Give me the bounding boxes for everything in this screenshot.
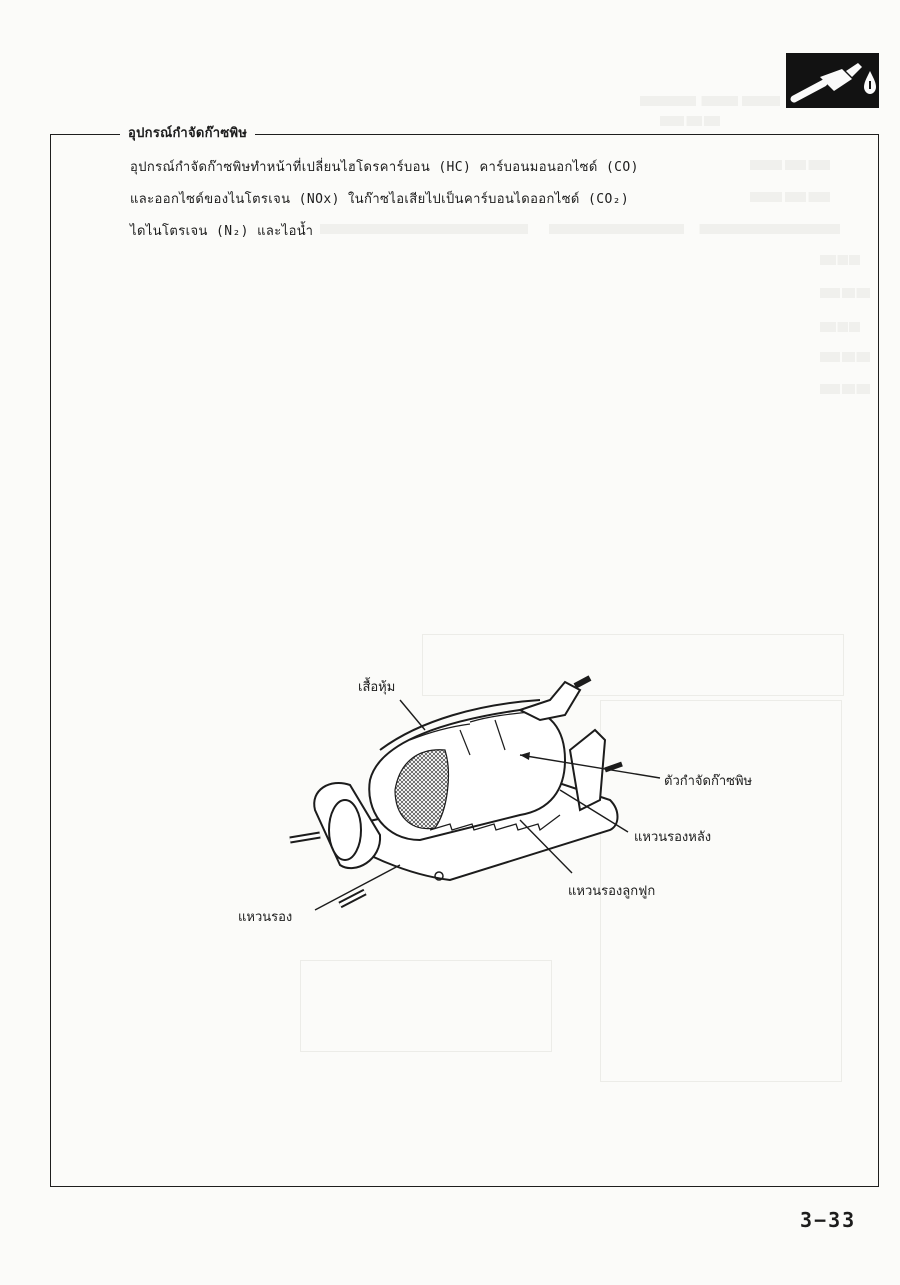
label-rear-seal: แหวนรองหลัง xyxy=(634,830,712,845)
leader-line xyxy=(400,700,425,730)
paragraph-line: อุปกรณ์กำจัดก๊าซพิษทำหน้าที่เปลี่ยนไฮโดรคาร์บอน (HC) คาร์บอนมอนอกไซด์ (CO) xyxy=(130,160,639,175)
paragraph-line: และออกไซด์ของไนโตรเจน (NOx) ในก๊าซไอเสียไปเป็นคาร์บอนไดออกไซด์ (CO₂) xyxy=(130,192,630,207)
label-catalyst: ตัวกำจัดก๊าซพิษ xyxy=(664,774,753,789)
bleed-through xyxy=(640,96,780,106)
section-title: อุปกรณ์กำจัดก๊าซพิษ xyxy=(120,122,255,143)
label-corrugated-seal: แหวนรองลูกฟูก xyxy=(568,884,656,899)
paragraph-line: ไดไนโตรเจน (N₂) และไอน้ำ xyxy=(130,224,314,239)
fuel-nozzle-icon xyxy=(786,53,879,108)
page-number: 3−33 xyxy=(800,1208,857,1232)
label-seal: แหวนรอง xyxy=(238,910,293,925)
bleed-through xyxy=(660,116,720,126)
description-paragraph xyxy=(130,152,830,248)
catalytic-converter-illustration xyxy=(220,660,800,930)
leader-line xyxy=(315,865,400,910)
label-shell: เสื้อหุ้ม xyxy=(358,680,396,695)
corner-badge xyxy=(786,53,879,108)
